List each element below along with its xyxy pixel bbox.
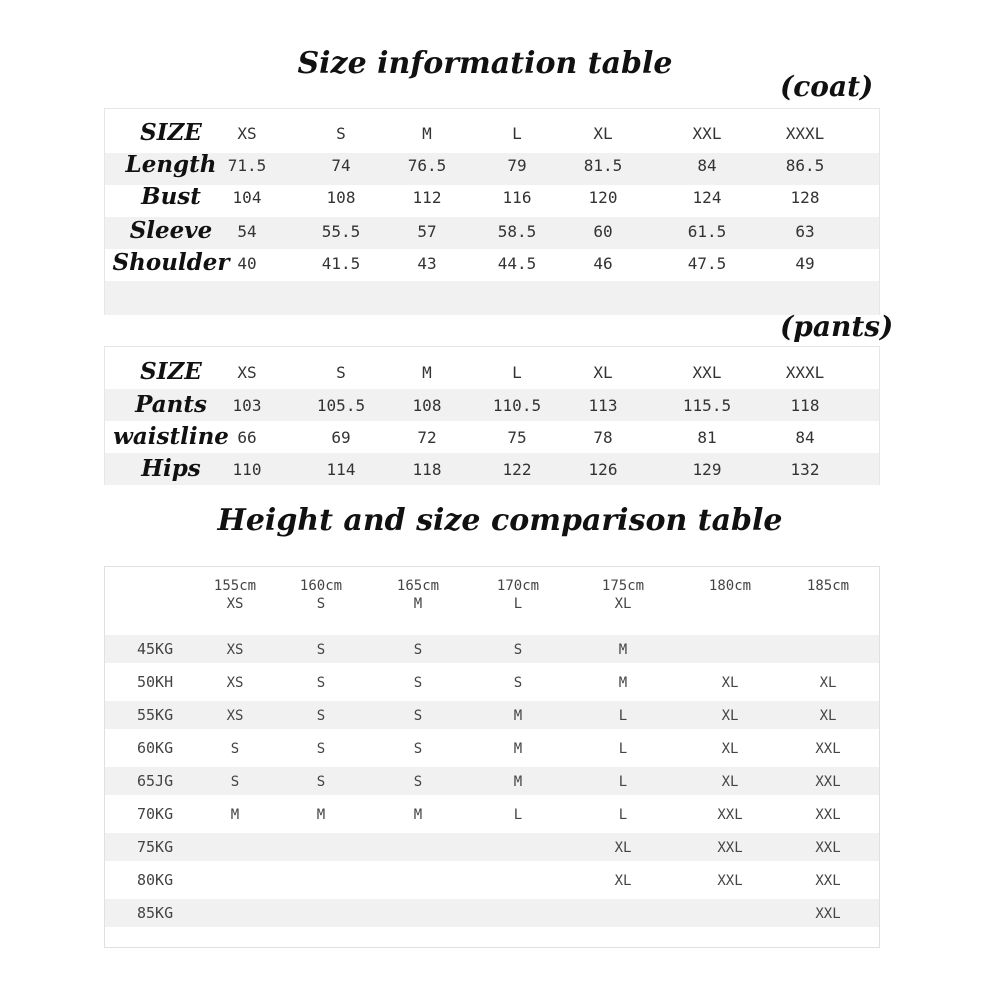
size-cell: XXL	[717, 807, 743, 823]
table-cell: 118	[412, 460, 442, 479]
size-cell: XXL	[815, 840, 841, 856]
table-cell: 71.5	[227, 156, 267, 175]
table-cell: 129	[692, 460, 722, 479]
table-cell: 74	[331, 156, 351, 175]
column-height: 180cm	[708, 578, 752, 594]
row-label: SIZE	[140, 119, 202, 146]
table-cell: S	[336, 124, 346, 143]
size-cell: S	[316, 642, 326, 658]
table-cell: 60	[593, 222, 613, 241]
weight-label: 55KG	[137, 706, 174, 724]
size-cell: XL	[721, 774, 739, 790]
table-cell: 55.5	[321, 222, 361, 241]
table-cell: 118	[790, 396, 820, 415]
table-cell: XXXL	[785, 363, 825, 382]
row-label: Hips	[141, 455, 201, 482]
table-row	[105, 635, 879, 663]
table-cell: 69	[331, 428, 351, 447]
size-cell: M	[413, 807, 423, 823]
size-cell: XXL	[815, 906, 841, 922]
table-cell: 54	[237, 222, 257, 241]
weight-label: 60KG	[137, 739, 174, 757]
size-cell: S	[316, 675, 326, 691]
table-cell: 126	[588, 460, 618, 479]
header-row	[105, 575, 879, 619]
size-cell: S	[513, 675, 523, 691]
table-cell: 113	[588, 396, 618, 415]
weight-label: 50KH	[137, 673, 174, 691]
table-cell: XS	[237, 363, 257, 382]
size-cell: L	[618, 741, 628, 757]
column-size: XS	[226, 596, 244, 612]
table-cell: 76.5	[407, 156, 447, 175]
table-cell: 47.5	[687, 254, 727, 273]
size-cell: XL	[721, 741, 739, 757]
table-row	[105, 183, 879, 215]
table-row	[105, 800, 879, 828]
table-cell: 63	[795, 222, 815, 241]
size-cell: XXL	[815, 873, 841, 889]
column-size: M	[413, 596, 423, 612]
size-cell: M	[513, 741, 523, 757]
table-row	[105, 455, 879, 487]
size-cell: S	[316, 774, 326, 790]
table-row	[105, 734, 879, 762]
size-cell: S	[413, 741, 423, 757]
pants-subtitle: (pants)	[780, 310, 894, 343]
size-cell: S	[230, 774, 240, 790]
table-cell: XXL	[692, 124, 722, 143]
size-cell: S	[413, 642, 423, 658]
table-cell: M	[422, 363, 432, 382]
column-size: XL	[614, 596, 632, 612]
table-cell: 78	[593, 428, 613, 447]
size-cell: XS	[226, 675, 244, 691]
size-cell: XL	[721, 675, 739, 691]
size-cell: S	[413, 774, 423, 790]
size-cell: XL	[614, 873, 632, 889]
table-cell: 46	[593, 254, 613, 273]
coat-subtitle: (coat)	[780, 70, 874, 103]
coat-size-table	[104, 108, 880, 315]
size-cell: S	[513, 642, 523, 658]
size-cell: S	[413, 708, 423, 724]
table-cell: 41.5	[321, 254, 361, 273]
table-cell: 49	[795, 254, 815, 273]
column-height: 165cm	[396, 578, 440, 594]
table-cell: 108	[326, 188, 356, 207]
column-height: 160cm	[299, 578, 343, 594]
table-cell: 110	[232, 460, 262, 479]
stripe-band	[105, 281, 879, 315]
row-label: Sleeve	[129, 217, 213, 244]
table-cell: 86.5	[785, 156, 825, 175]
size-cell: L	[618, 807, 628, 823]
table-cell: 122	[502, 460, 532, 479]
table-cell: XL	[593, 124, 613, 143]
table-cell: M	[422, 124, 432, 143]
row-label: Pants	[135, 391, 207, 418]
size-cell: XXL	[717, 840, 743, 856]
weight-label: 45KG	[137, 640, 174, 658]
weight-label: 65JG	[137, 772, 174, 790]
table-row	[105, 668, 879, 696]
size-cell: XL	[819, 708, 837, 724]
table-row	[105, 767, 879, 795]
size-cell: M	[316, 807, 326, 823]
column-size: S	[316, 596, 326, 612]
table-cell: L	[512, 124, 522, 143]
table-row	[105, 701, 879, 729]
table-cell: XXL	[692, 363, 722, 382]
table-cell: 40	[237, 254, 257, 273]
size-cell: S	[316, 708, 326, 724]
size-cell: M	[513, 708, 523, 724]
table-cell: XL	[593, 363, 613, 382]
column-height: 175cm	[601, 578, 645, 594]
table-cell: 58.5	[497, 222, 537, 241]
weight-label: 75KG	[137, 838, 174, 856]
table-row	[105, 119, 879, 151]
table-cell: 57	[417, 222, 437, 241]
table-cell: L	[512, 363, 522, 382]
table-cell: 116	[502, 188, 532, 207]
row-label: SIZE	[140, 358, 202, 385]
table-cell: S	[336, 363, 346, 382]
table-cell: XXXL	[785, 124, 825, 143]
size-cell: L	[513, 807, 523, 823]
size-cell: XL	[721, 708, 739, 724]
table-cell: 120	[588, 188, 618, 207]
table-cell: 104	[232, 188, 262, 207]
size-cell: XS	[226, 642, 244, 658]
size-cell: XL	[819, 675, 837, 691]
table-cell: 72	[417, 428, 437, 447]
row-label: Length	[125, 151, 217, 178]
size-cell: L	[618, 774, 628, 790]
table-row	[105, 899, 879, 927]
table-cell: XS	[237, 124, 257, 143]
size-cell: S	[230, 741, 240, 757]
weight-label: 80KG	[137, 871, 174, 889]
table-cell: 110.5	[492, 396, 542, 415]
table-row	[105, 151, 879, 183]
table-row	[105, 249, 879, 281]
table-cell: 112	[412, 188, 442, 207]
size-cell: XL	[614, 840, 632, 856]
table-row	[105, 358, 879, 390]
table-cell: 84	[697, 156, 717, 175]
table-cell: 114	[326, 460, 356, 479]
size-cell: M	[618, 642, 628, 658]
table-cell: 132	[790, 460, 820, 479]
size-table-title: Size information table	[297, 46, 673, 81]
table-row	[105, 391, 879, 423]
row-label: Shoulder	[112, 249, 230, 276]
table-cell: 43	[417, 254, 437, 273]
column-size: L	[513, 596, 523, 612]
table-cell: 81	[697, 428, 717, 447]
size-cell: XXL	[815, 741, 841, 757]
size-cell: XXL	[717, 873, 743, 889]
table-cell: 128	[790, 188, 820, 207]
size-cell: L	[618, 708, 628, 724]
column-height: 170cm	[496, 578, 540, 594]
table-cell: 61.5	[687, 222, 727, 241]
table-row	[105, 217, 879, 249]
table-cell: 44.5	[497, 254, 537, 273]
size-cell: XS	[226, 708, 244, 724]
column-height: 185cm	[806, 578, 850, 594]
row-label: waistline	[113, 423, 229, 450]
table-cell: 66	[237, 428, 257, 447]
table-cell: 105.5	[316, 396, 366, 415]
table-row	[105, 423, 879, 455]
size-cell: S	[316, 741, 326, 757]
table-cell: 124	[692, 188, 722, 207]
table-cell: 81.5	[583, 156, 623, 175]
size-cell: S	[413, 675, 423, 691]
height-table-title: Height and size comparison table	[217, 503, 783, 538]
table-cell: 108	[412, 396, 442, 415]
size-cell: M	[618, 675, 628, 691]
size-cell: M	[513, 774, 523, 790]
table-cell: 103	[232, 396, 262, 415]
weight-label: 85KG	[137, 904, 174, 922]
row-label: Bust	[141, 183, 201, 210]
column-height: 155cm	[213, 578, 257, 594]
table-cell: 84	[795, 428, 815, 447]
table-cell: 79	[507, 156, 527, 175]
table-row	[105, 833, 879, 861]
table-cell: 75	[507, 428, 527, 447]
size-cell: M	[230, 807, 240, 823]
table-row	[105, 866, 879, 894]
height-size-comparison-table	[104, 566, 880, 948]
pants-size-table	[104, 346, 880, 485]
size-cell: XXL	[815, 774, 841, 790]
size-cell: XXL	[815, 807, 841, 823]
weight-label: 70KG	[137, 805, 174, 823]
table-cell: 115.5	[682, 396, 732, 415]
